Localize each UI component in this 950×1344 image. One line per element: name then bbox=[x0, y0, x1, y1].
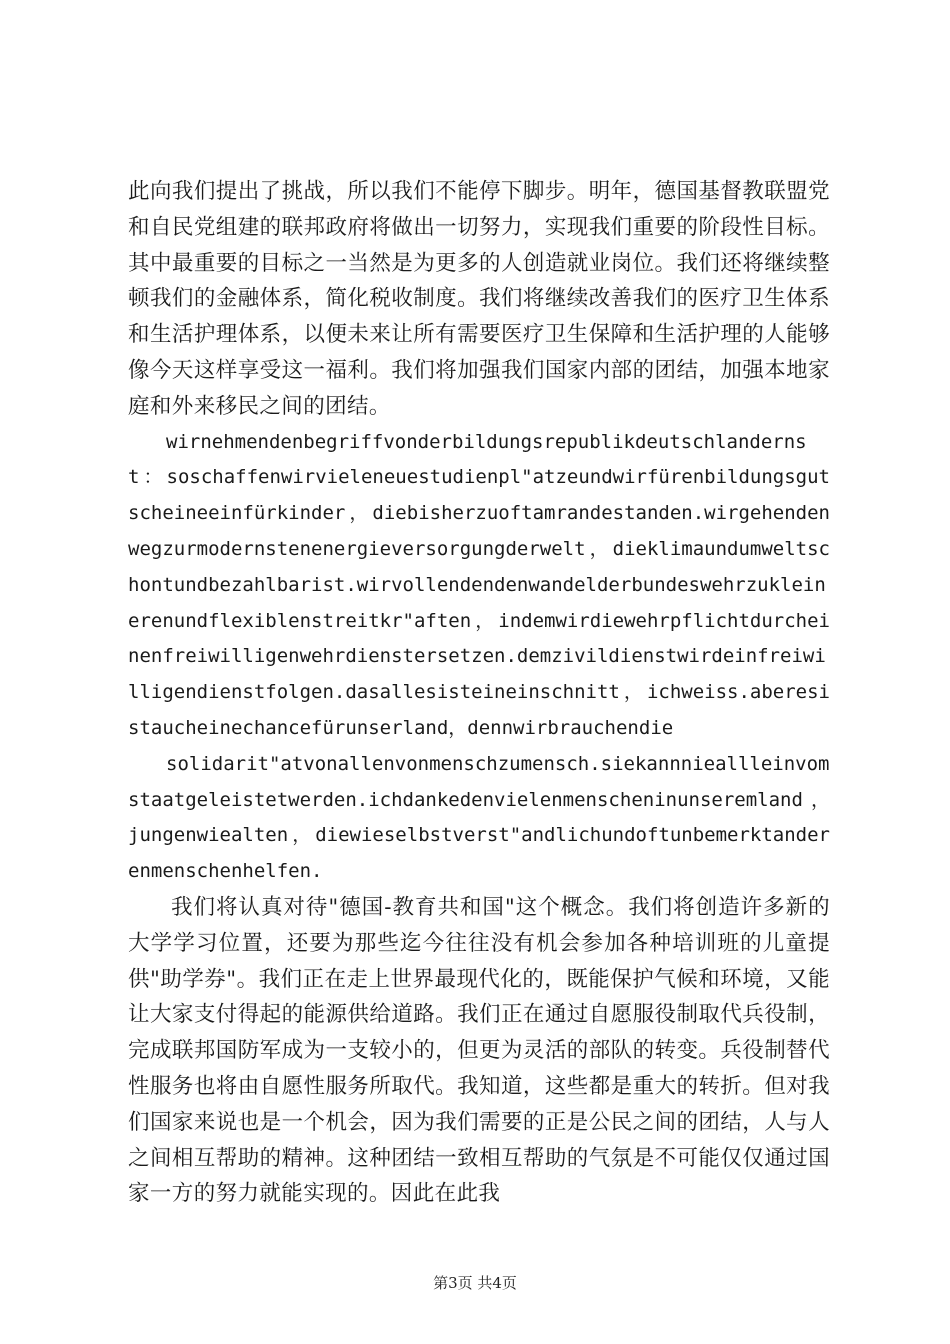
body-text bbox=[128, 174, 830, 1212]
paragraph-german-1: wirnehmendenbegriffvonderbildungsrepublikdeutschlandernst：soschaffenwirvieleneuestudienpl"atzeundwirfürenbildungsgutscheineeinfürkinder，diebisherzuoftamrandestanden.wirgehendenwegzurmodernstenenergieversorgungderwelt，dieklimaundumweltschontundbezahlbarist.wirvollendendenwandelderbundeswehrzukleinerenundflexiblenstreitkr"aften，indemwirdiewehrpflichtdurcheinenfreiwilligenwehrdienstersetzen.demzivildienstwirdeinfreiwilligendienstfolgen.dasallesisteineinschnitt，ichweiss.aberesistaucheinechancefürunserland，dennwirbrauchendie bbox=[128, 430, 830, 739]
paragraph-chinese-2: 我们将认真对待"德国-教育共和国"这个概念。我们将创造许多新的大学学习位置，还要为那些迄今往往没有机会参加各种培训班的儿童提供"助学券"。我们正在走上世界最现代化的，既能保护气候和环境，又能让大家支付得起的能源供给道路。我们正在通过自愿服役制取代兵役制，完成联邦国防军成为一支较小的，但更为灵活的部队的转变。兵役制替代性服务也将由自愿性服务所取代。我知道，这些都是重大的转折。但对我们国家来说也是一个机会，因为我们需要的正是公民之间的团结，人与人之间相互帮助的精神。这种团结一致相互帮助的气氛是不可能仅仅通过国家一方的努力就能实现的。因此在此我 bbox=[128, 894, 830, 1207]
page-number-footer: 第3页 共4页 bbox=[433, 1274, 517, 1292]
paragraph-chinese-1: 此向我们提出了挑战，所以我们不能停下脚步。明年，德国基督教联盟党和自民党组建的联邦政府将做出一切努力，实现我们重要的阶段性目标。其中最重要的目标之一当然是为更多的人创造就业岗位。我们还将继续整顿我们的金融体系，简化税收制度。我们将继续改善我们的医疗卫生体系和生活护理体系，以便未来让所有需要医疗卫生保障和生活护理的人能够像今天这样享受这一福利。我们将加强我们国家内部的团结，加强本地家庭和外来移民之间的团结。 bbox=[128, 179, 830, 419]
paragraph-german-2: solidarit"atvonallenvonmenschzumensch.siekannnieallleinvomstaatgeleistetwerden.ichdankedenvielenmenscheninunseremland，jungenwiealten，diewieselbstverst"andlichundoftunbemerktanderenmenschenhelfen. bbox=[128, 752, 830, 883]
